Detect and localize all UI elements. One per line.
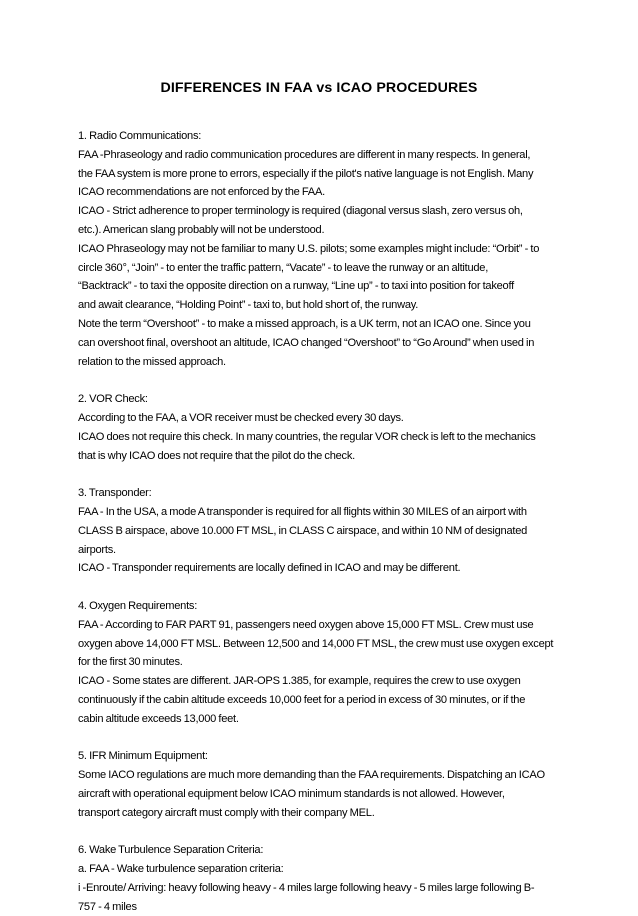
paragraph-line: ICAO Phraseology may not be familiar to many U.S. pilots; some examples might include: “Orbit” - to [78,242,540,255]
paragraph-line: According to the FAA, a VOR receiver must be checked every 30 days. [78,411,404,424]
paragraph-line: that is why ICAO does not require that the pilot do the check. [78,449,355,462]
paragraph-line: for the first 30 minutes. [78,656,183,669]
paragraph-line: CLASS B airspace, above 10.000 FT MSL, in CLASS C airspace, and within 10 NM of designated [78,524,528,537]
section-heading: 2. VOR Check: [78,393,148,406]
paragraph-line: Some IACO regulations are much more demanding than the FAA requirements. Dispatching an ICAO [78,769,545,782]
paragraph-line: FAA - In the USA, a mode A transponder is required for all flights within 30 MILES of an airport with [78,505,527,518]
section-heading: 1. Radio Communications: [78,130,202,142]
paragraph-line: cabin altitude exceeds 13,000 feet. [78,712,239,725]
section-6 [78,841,568,916]
section-4 [78,597,568,729]
paragraph-line: i -Enroute/ Arriving: heavy following heavy - 4 miles large following heavy - 5 miles large following B- [78,881,535,894]
paragraph-line: ICAO recommendations are not enforced by the FAA. [78,186,325,199]
document-title: DIFFERENCES IN FAA vs ICAO PROCEDURES [160,80,478,96]
paragraph-line: airports. [78,543,116,556]
paragraph-line: continuously if the cabin altitude exceeds 10,000 feet for a period in excess of 30 minutes, or if the [78,693,526,706]
paragraph-line: circle 360°, “Join” - to enter the traffic pattern, “Vacate” - to leave the runway or an altitude, [78,261,489,274]
paragraph-line: a. FAA - Wake turbulence separation criteria: [78,863,284,876]
paragraph-line: transport category aircraft must comply with their company MEL. [78,806,375,819]
paragraph-line: can overshoot final, overshoot an altitude, ICAO changed “Overshoot” to “Go Around” when used in [78,336,535,349]
section-heading: 5. IFR Minimum Equipment: [78,750,208,763]
paragraph-line: ICAO does not require this check. In many countries, the regular VOR check is left to the mechanics [78,430,536,443]
section-3 [78,484,568,578]
paragraph-line: and await clearance, “Holding Point” - taxi to, but hold short of, the runway. [78,299,419,312]
section-5 [78,747,568,822]
paragraph-line: 757 - 4 miles [78,900,137,913]
paragraph-line: the FAA system is more prone to errors, especially if the pilot's native language is not English. Many [78,167,534,180]
paragraph-line: “Backtrack” - to taxi the opposite direction on a runway, “Line up” - to taxi into position for takeoff [78,280,514,293]
paragraph-line: ICAO - Some states are different. JAR-OPS 1.385, for example, requires the crew to use oxygen [78,675,521,688]
section-1 [78,127,568,371]
paragraph-line: Note the term “Overshoot” - to make a missed approach, is a UK term, not an ICAO one. Since you [78,317,531,330]
paragraph-line: FAA -Phraseology and radio communication procedures are different in many respects. In general, [78,148,531,161]
paragraph-line: FAA - According to FAR PART 91, passengers need oxygen above 15,000 FT MSL. Crew must use [78,618,534,631]
section-heading: 4. Oxygen Requirements: [78,599,198,612]
paragraph-line: oxygen above 14,000 FT MSL. Between 12,500 and 14,000 FT MSL, the crew must use oxygen except [78,637,554,650]
paragraph-line: ICAO - Strict adherence to proper terminology is required (diagonal versus slash, zero versus oh, [78,205,523,218]
paragraph-line: aircraft with operational equipment below ICAO minimum standards is not allowed. However, [78,787,505,800]
section-heading: 6. Wake Turbulence Separation Criteria: [78,844,264,857]
section-heading: 3. Transponder: [78,487,152,500]
section-2 [78,390,568,465]
paragraph-line: etc.). American slang probably will not be understood. [78,223,325,236]
paragraph-line: relation to the missed approach. [78,355,226,368]
paragraph-line: ICAO - Transponder requirements are locally defined in ICAO and may be different. [78,562,461,575]
document-body [78,127,568,916]
